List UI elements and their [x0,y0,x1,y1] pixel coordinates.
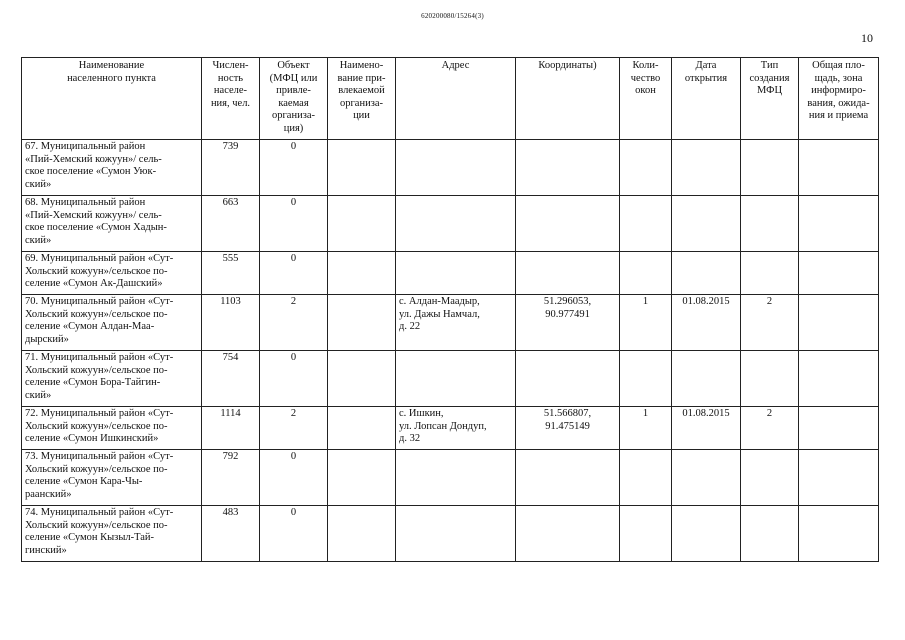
table-header-row [22,58,879,140]
organization-name-cell [328,196,396,252]
opening-date-cell [672,351,741,407]
mfc-type-cell: 2 [741,295,799,351]
object-cell: 0 [260,196,328,252]
window-count-cell [620,351,672,407]
settlement-name-cell: 74. Муниципальный район «Сут- Хольский кожуун»/сельское по- селение «Сумон Кызыл-Тай- гинский» [22,506,202,562]
population-cell: 555 [202,252,260,295]
window-count-cell [620,506,672,562]
coordinates-cell: 51.566807, 91.475149 [516,407,620,450]
mfc-type-cell [741,351,799,407]
mfc-type-cell [741,140,799,196]
table-row [22,450,879,506]
object-cell: 0 [260,450,328,506]
window-count-cell: 1 [620,407,672,450]
object-cell: 2 [260,295,328,351]
population-cell: 483 [202,506,260,562]
object-cell: 0 [260,351,328,407]
coordinates-cell [516,506,620,562]
population-cell: 1114 [202,407,260,450]
total-area-cell [799,140,879,196]
mfc-type-cell [741,196,799,252]
window-count-cell [620,196,672,252]
header-mfc-type: Тип создания МФЦ [741,58,799,140]
population-cell: 754 [202,351,260,407]
header-organization-name: Наимено- вание при- влекаемой организа- ции [328,58,396,140]
coordinates-cell [516,140,620,196]
opening-date-cell [672,252,741,295]
window-count-cell [620,450,672,506]
object-cell: 2 [260,407,328,450]
organization-name-cell [328,450,396,506]
table-row [22,407,879,450]
organization-name-cell [328,140,396,196]
settlements-table [21,57,879,562]
object-cell: 0 [260,252,328,295]
total-area-cell [799,252,879,295]
header-window-count: Коли- чество окон [620,58,672,140]
settlement-name-cell: 67. Муниципальный район «Пий-Хемский кожуун»/ сель- ское поселение «Сумон Уюк- ский» [22,140,202,196]
population-cell: 739 [202,140,260,196]
total-area-cell [799,295,879,351]
mfc-type-cell [741,506,799,562]
address-cell: с. Ишкин, ул. Лопсан Дондуп, д. 32 [396,407,516,450]
header-population: Числен- ность населе- ния, чел. [202,58,260,140]
window-count-cell [620,252,672,295]
object-cell: 0 [260,506,328,562]
mfc-type-cell [741,450,799,506]
address-cell [396,351,516,407]
coordinates-cell [516,252,620,295]
coordinates-cell [516,450,620,506]
population-cell: 792 [202,450,260,506]
table-row [22,351,879,407]
population-cell: 663 [202,196,260,252]
window-count-cell: 1 [620,295,672,351]
address-cell [396,252,516,295]
header-object: Объект (МФЦ или привле- каемая организа- ция) [260,58,328,140]
header-address: Адрес [396,58,516,140]
address-cell [396,450,516,506]
coordinates-cell [516,351,620,407]
address-cell [396,140,516,196]
opening-date-cell: 01.08.2015 [672,407,741,450]
object-cell: 0 [260,140,328,196]
settlement-name-cell: 69. Муниципальный район «Сут- Хольский кожуун»/сельское по- селение «Сумон Ак-Дашский» [22,252,202,295]
coordinates-cell: 51.296053, 90.977491 [516,295,620,351]
organization-name-cell [328,506,396,562]
header-total-area: Общая пло- щадь, зона информиро- вания, ожида- ния и приема [799,58,879,140]
organization-name-cell [328,295,396,351]
settlement-name-cell: 73. Муниципальный район «Сут- Хольский кожуун»/сельское по- селение «Сумон Кара-Чы- раанский» [22,450,202,506]
settlement-name-cell: 70. Муниципальный район «Сут- Хольский кожуун»/сельское по- селение «Сумон Алдан-Маа- дырский» [22,295,202,351]
opening-date-cell: 01.08.2015 [672,295,741,351]
total-area-cell [799,196,879,252]
total-area-cell [799,407,879,450]
table-row [22,506,879,562]
opening-date-cell [672,450,741,506]
table-row [22,196,879,252]
settlement-name-cell: 72. Муниципальный район «Сут- Хольский кожуун»/сельское по- селение «Сумон Ишкинский» [22,407,202,450]
settlement-name-cell: 71. Муниципальный район «Сут- Хольский кожуун»/сельское по- селение «Сумон Бора-Тайгин- ский» [22,351,202,407]
population-cell: 1103 [202,295,260,351]
mfc-type-cell: 2 [741,407,799,450]
organization-name-cell [328,252,396,295]
table-row [22,295,879,351]
header-settlement-name: Наименование населенного пункта [22,58,202,140]
window-count-cell [620,140,672,196]
header-opening-date: Дата открытия [672,58,741,140]
opening-date-cell [672,196,741,252]
mfc-type-cell [741,252,799,295]
document-id: 620200080/15264(3) [421,12,484,20]
total-area-cell [799,506,879,562]
organization-name-cell [328,351,396,407]
opening-date-cell [672,506,741,562]
coordinates-cell [516,196,620,252]
address-cell: с. Алдан-Маадыр, ул. Дажы Намчал, д. 22 [396,295,516,351]
organization-name-cell [328,407,396,450]
total-area-cell [799,450,879,506]
table-row [22,252,879,295]
address-cell [396,506,516,562]
opening-date-cell [672,140,741,196]
total-area-cell [799,351,879,407]
header-coordinates: Координаты) [516,58,620,140]
table-row [22,140,879,196]
page-number: 10 [861,31,873,45]
settlement-name-cell: 68. Муниципальный район «Пий-Хемский кожуун»/ сель- ское поселение «Сумон Хадын- ский» [22,196,202,252]
address-cell [396,196,516,252]
